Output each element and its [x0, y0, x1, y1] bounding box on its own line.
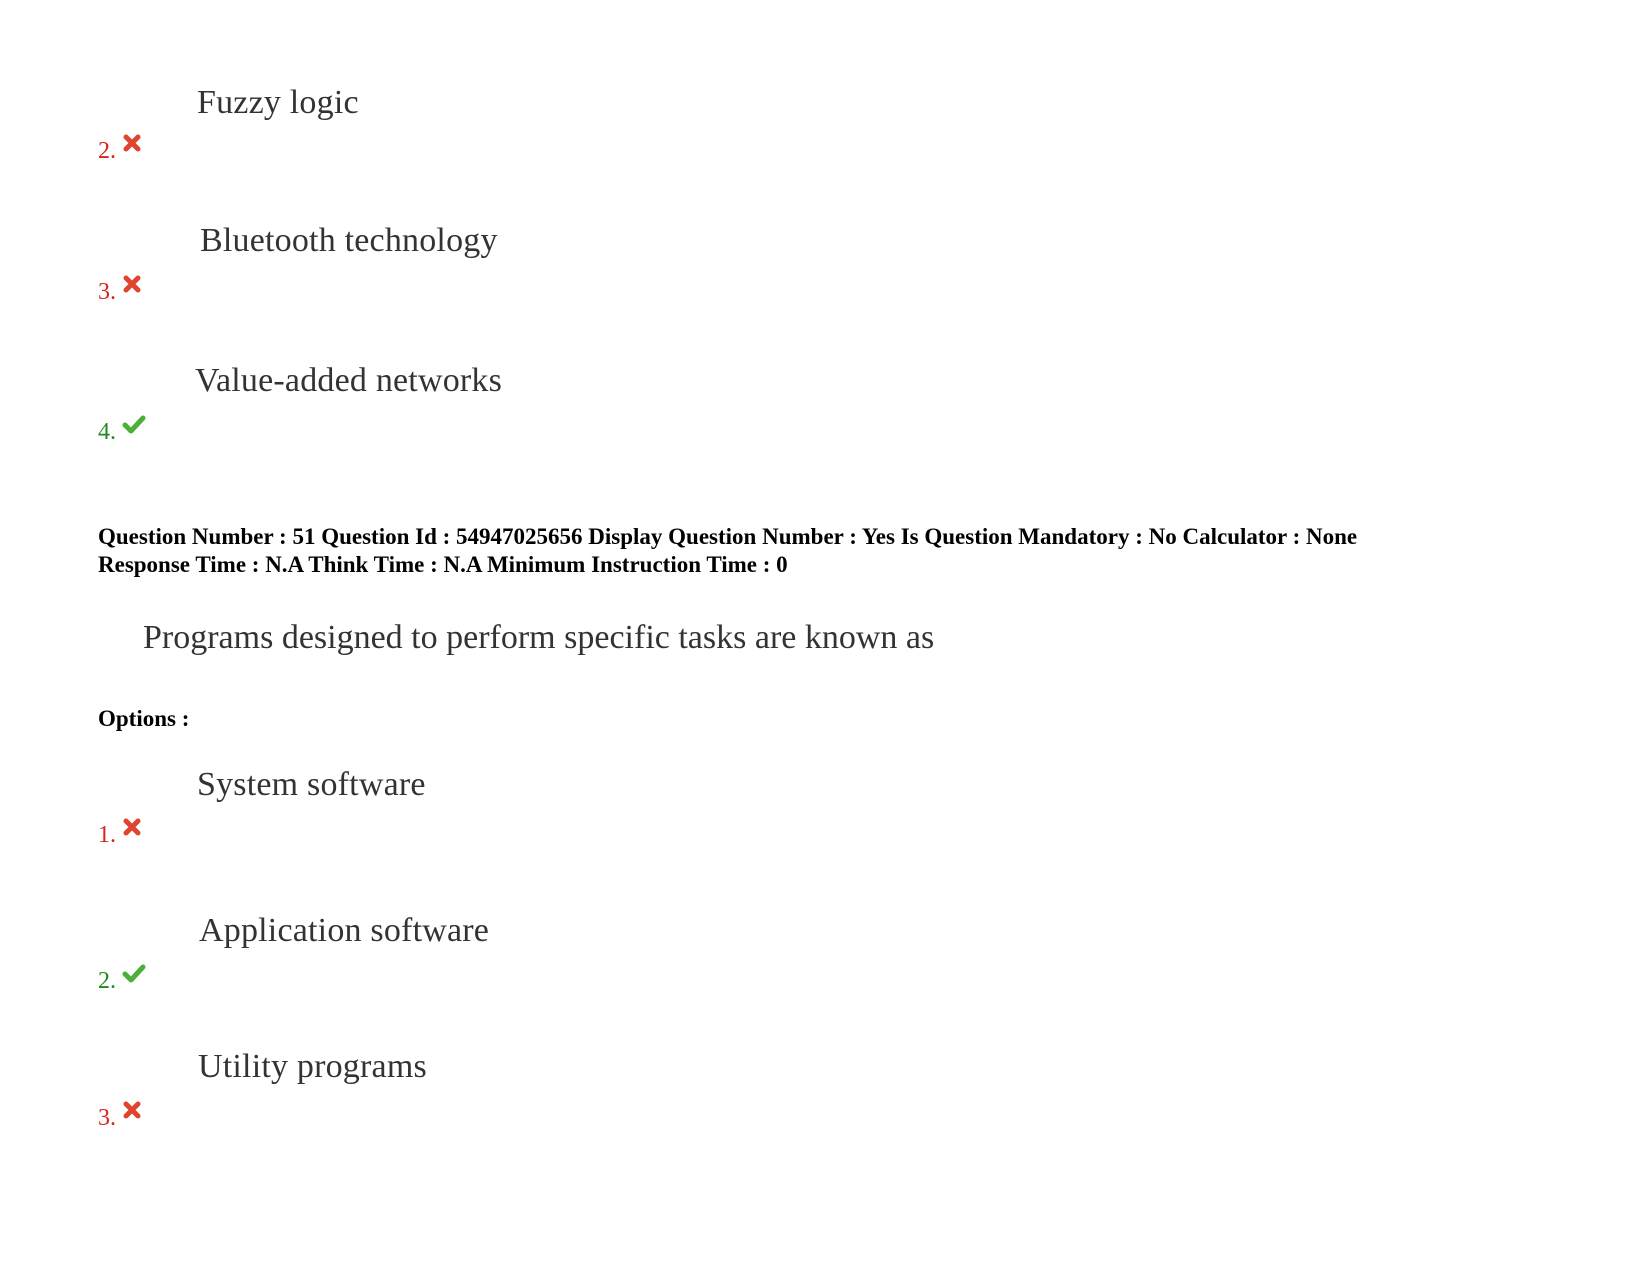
option-text: System software — [197, 766, 426, 803]
cross-icon — [122, 133, 142, 153]
option-number — [98, 139, 142, 163]
question-meta-line1: Question Number : 51 Question Id : 54947025656 Display Question Number : Yes Is Question Mandatory : No Calculator : None — [98, 524, 1358, 549]
option-text: Bluetooth technology — [200, 222, 498, 259]
cross-icon — [122, 1100, 142, 1120]
option-number — [98, 969, 146, 993]
check-icon — [122, 414, 146, 434]
option-text: Utility programs — [198, 1048, 427, 1085]
option-number — [98, 1106, 142, 1130]
option-text: Application software — [199, 912, 490, 949]
option-text: Value-added networks — [195, 362, 503, 399]
cross-icon — [122, 274, 142, 294]
option-number — [98, 823, 142, 847]
option-number-label: 3. — [98, 1105, 116, 1131]
option-number-label: 1. — [98, 822, 116, 848]
cross-icon — [122, 817, 142, 837]
check-icon — [122, 963, 146, 983]
option-number-label: 4. — [98, 419, 116, 445]
option-number — [98, 280, 142, 304]
option-number-label: 2. — [98, 968, 116, 994]
question-text: Programs designed to perform specific tasks are known as — [143, 619, 935, 656]
option-number — [98, 420, 146, 444]
option-number-label: 2. — [98, 138, 116, 164]
option-number-label: 3. — [98, 279, 116, 305]
question-meta-line2: Response Time : N.A Think Time : N.A Minimum Instruction Time : 0 — [98, 552, 788, 577]
options-label: Options : — [98, 706, 190, 731]
option-text: Fuzzy logic — [197, 84, 359, 121]
